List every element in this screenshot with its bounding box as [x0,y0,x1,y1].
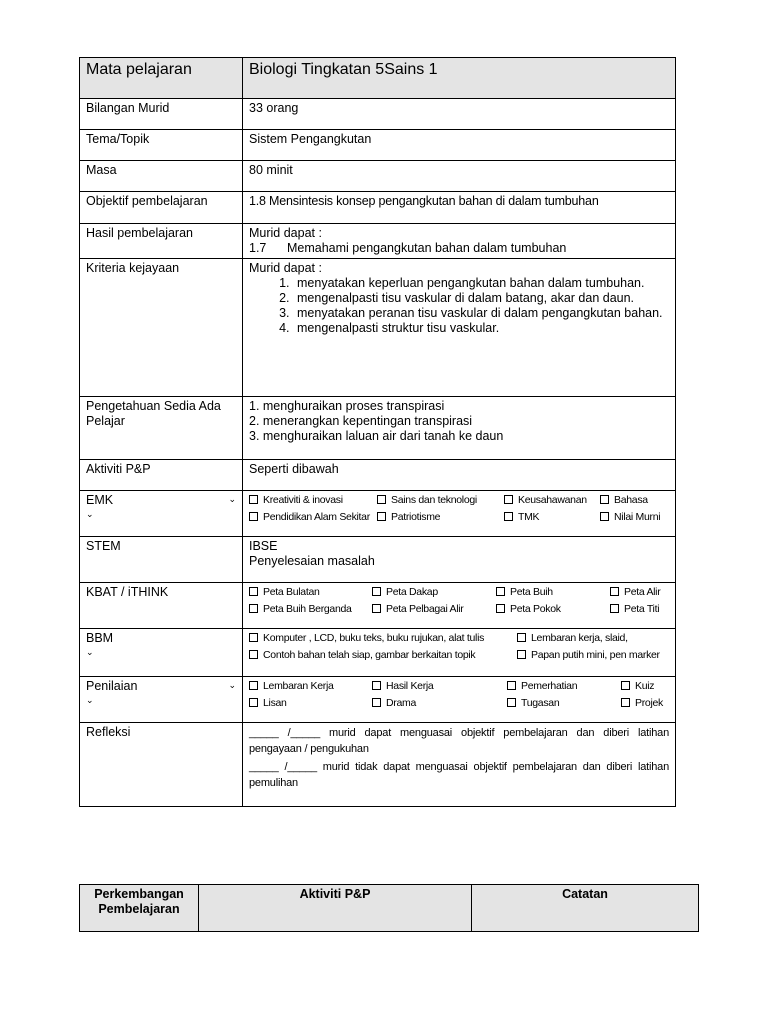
kbat-option[interactable]: Peta Bulatan [249,585,372,600]
checkbox-icon[interactable] [249,495,258,504]
objective-row [80,192,676,224]
learning-outcome-cell [243,224,676,259]
activity-row [80,460,676,491]
check-mark-icon: ⌄ [86,509,94,519]
bbm-option[interactable]: Lembaran kerja, slaid, [517,631,669,646]
checkbox-icon[interactable] [377,512,386,521]
success-criteria-item: 2. mengenalpasti tisu vaskular di dalam batang, akar dan daun. [293,291,669,306]
check-mark-icon: ⌄ [86,695,94,705]
activity-col: Aktiviti P&P [199,885,472,932]
assessment-label-cell [80,677,243,723]
bbm-option[interactable]: Papan putih mini, pen marker [517,648,669,663]
checkbox-icon[interactable] [610,604,619,613]
kbat-option[interactable]: Peta Buih Berganda [249,602,372,617]
learning-progress-header [80,885,699,932]
checkbox-icon[interactable] [372,698,381,707]
learning-outcome-intro: Murid dapat : [249,226,322,240]
assessment-option[interactable]: Pemerhatian [507,679,621,694]
checkbox-icon[interactable] [372,604,381,613]
emk-option[interactable]: Pendidikan Alam Sekitar [249,510,377,525]
emk-label: EMK [86,493,114,507]
prior-knowledge-cell [243,397,676,460]
assessment-option[interactable]: Tugasan [507,696,621,711]
reflection-row [80,723,676,807]
learning-outcome-text: Memahami pengangkutan bahan dalam tumbuhan [287,241,567,255]
emk-option[interactable]: Sains dan teknologi [377,493,504,508]
stem-label: STEM [80,537,243,583]
emk-label-cell [80,491,243,537]
checkbox-icon[interactable] [249,633,258,642]
checkbox-icon[interactable] [621,698,630,707]
reflection-label: Refleksi [80,723,243,807]
subject-row [80,58,676,99]
checkbox-icon[interactable] [600,495,609,504]
checkbox-icon[interactable] [372,681,381,690]
subject-label: Mata pelajaran [80,58,243,99]
checkbox-icon[interactable] [249,512,258,521]
objective-label: Objektif pembelajaran [80,192,243,224]
learning-outcome-number: 1.7 [249,241,267,255]
check-mark-icon: ⌄ [228,680,236,690]
reflection-line-1: _____ /_____ murid dapat menguasai objektif pembelajaran dan diberi latihan pengayaan / pengukuhan [249,727,669,755]
checkbox-icon[interactable] [249,698,258,707]
checkbox-icon[interactable] [517,650,526,659]
activity-label: Aktiviti P&P [80,460,243,491]
success-criteria-cell [243,259,676,397]
bbm-option[interactable]: Contoh bahan telah siap, gambar berkaitan topik [249,648,517,663]
topic-value: Sistem Pengangkutan [243,130,676,161]
stem-line-1: IBSE [249,539,278,553]
success-criteria-item: 4. mengenalpasti struktur tisu vaskular. [293,321,669,336]
activity-value: Seperti dibawah [243,460,676,491]
student-count-row [80,99,676,130]
stem-row [80,537,676,583]
reflection-cell [243,723,676,807]
kbat-option[interactable]: Peta Titi [610,602,669,617]
emk-option[interactable]: Bahasa [600,493,669,508]
student-count-value: 33 orang [243,99,676,130]
check-mark-icon: ⌄ [228,494,236,504]
assessment-option[interactable]: Lembaran Kerja [249,679,372,694]
checkbox-icon[interactable] [249,681,258,690]
stem-cell [243,537,676,583]
learning-outcome-row [80,224,676,259]
success-criteria-list [249,276,669,336]
emk-option[interactable]: Nilai Murni [600,510,669,525]
checkbox-icon[interactable] [507,681,516,690]
reflection-line-2: _____ /_____ murid tidak dapat menguasai objektif pembelajaran dan diberi latihan pemulihan [249,761,669,789]
bbm-option[interactable]: Komputer , LCD, buku teks, buku rujukan, alat tulis [249,631,517,646]
checkbox-icon[interactable] [621,681,630,690]
prior-knowledge-row [80,397,676,460]
checkbox-icon[interactable] [249,587,258,596]
prior-knowledge-item: 3. menghuraikan laluan air dari tanah ke daun [249,429,504,443]
student-count-label: Bilangan Murid [80,99,243,130]
kbat-option[interactable]: Peta Buih [496,585,610,600]
kbat-option[interactable]: Peta Dakap [372,585,496,600]
assessment-label: Penilaian [86,679,138,693]
assessment-option[interactable]: Lisan [249,696,372,711]
success-criteria-intro: Murid dapat : [249,261,322,275]
bbm-options-cell [243,629,676,677]
check-mark-icon: ⌄ [86,647,94,657]
checkbox-icon[interactable] [496,604,505,613]
assessment-option[interactable]: Kuiz [621,679,669,694]
checkbox-icon[interactable] [517,633,526,642]
emk-option[interactable]: Kreativiti & inovasi [249,493,377,508]
kbat-options-cell [243,583,676,629]
assessment-options-cell [243,677,676,723]
time-value: 80 minit [243,161,676,192]
kbat-option[interactable]: Peta Alir [610,585,669,600]
learning-outcome-item [249,241,669,256]
time-label: Masa [80,161,243,192]
checkbox-icon[interactable] [600,512,609,521]
assessment-option[interactable]: Drama [372,696,507,711]
checkbox-icon[interactable] [610,587,619,596]
success-criteria-row [80,259,676,397]
bbm-row [80,629,676,677]
topic-row [80,130,676,161]
prior-knowledge-item: 1. menghuraikan proses transpirasi [249,399,445,413]
checkbox-icon[interactable] [507,698,516,707]
emk-option[interactable]: Patriotisme [377,510,504,525]
checkbox-icon[interactable] [249,604,258,613]
lesson-plan-table [79,57,676,807]
topic-label: Tema/Topik [80,130,243,161]
subject-value: Biologi Tingkatan 5Sains 1 [243,58,676,99]
learning-progress-col: Perkembangan Pembelajaran [80,885,199,932]
learning-progress-table [79,884,699,932]
learning-outcome-label: Hasil pembelajaran [80,224,243,259]
stem-line-2: Penyelesaian masalah [249,554,375,568]
emk-options-cell [243,491,676,537]
kbat-row [80,583,676,629]
objective-value: 1.8 Mensintesis konsep pengangkutan bahan di dalam tumbuhan [243,192,676,224]
bbm-label-cell [80,629,243,677]
checkbox-icon[interactable] [496,587,505,596]
prior-knowledge-label: Pengetahuan Sedia Ada Pelajar [80,397,243,460]
kbat-option[interactable]: Peta Pelbagai Alir [372,602,496,617]
emk-row [80,491,676,537]
prior-knowledge-item: 2. menerangkan kepentingan transpirasi [249,414,473,428]
checkbox-icon[interactable] [504,512,513,521]
assessment-option[interactable]: Projek [621,696,669,711]
kbat-option[interactable]: Peta Pokok [496,602,610,617]
checkbox-icon[interactable] [249,650,258,659]
kbat-label: KBAT / iTHINK [80,583,243,629]
success-criteria-item: 3. menyatakan peranan tisu vaskular di dalam pengangkutan bahan. [293,306,669,321]
emk-option[interactable]: TMK [504,510,600,525]
checkbox-icon[interactable] [372,587,381,596]
notes-col: Catatan [472,885,699,932]
time-row [80,161,676,192]
success-criteria-item: 1. menyatakan keperluan pengangkutan bahan dalam tumbuhan. [293,276,669,291]
checkbox-icon[interactable] [377,495,386,504]
assessment-option[interactable]: Hasil Kerja [372,679,507,694]
assessment-row [80,677,676,723]
success-criteria-label: Kriteria kejayaan [80,259,243,397]
bbm-label: BBM [86,631,114,645]
checkbox-icon[interactable] [504,495,513,504]
emk-option[interactable]: Keusahawanan [504,493,600,508]
